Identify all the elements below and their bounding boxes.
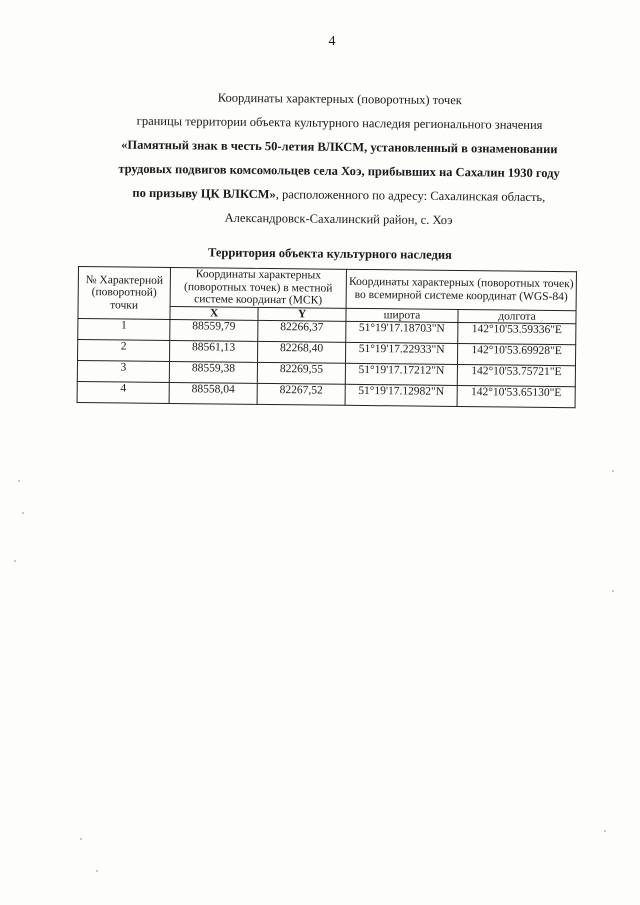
scan-speck	[80, 838, 82, 840]
scan-speck	[612, 470, 614, 472]
table-title: Территория объекта культурного наследия	[207, 245, 452, 262]
page-number: 4	[328, 34, 336, 49]
header-latitude: широта	[346, 308, 458, 322]
cell-x: 88561,13	[170, 340, 258, 362]
cell-x: 88558,04	[169, 382, 257, 404]
heading-line-5-rest: , расположенного по адресу: Сахалинская область,	[275, 187, 546, 205]
cell-latitude: 51°19'17.12982"N	[345, 384, 457, 406]
cell-longitude: 142°10'53.59336"E	[458, 322, 576, 344]
scan-speck	[604, 830, 606, 832]
cell-longitude: 142°10'53.65130"E	[457, 385, 575, 407]
cell-longitude: 142°10'53.75721"E	[457, 364, 575, 386]
cell-y: 82268,40	[258, 341, 346, 363]
cell-point-number: 4	[77, 381, 169, 403]
cell-point-number: 2	[78, 339, 170, 361]
cell-point-number: 3	[77, 360, 169, 382]
heading-line-5-bold: по призыву ЦК ВЛКСМ»	[132, 185, 276, 202]
coordinates-table-wrapper	[77, 266, 576, 408]
scan-speck	[14, 560, 16, 562]
scan-speck	[96, 870, 98, 872]
heading-line-4: трудовых подвигов комсомольцев села Хоэ, прибывших на Сахалин 1930 году	[118, 161, 560, 181]
scan-speck	[612, 590, 614, 592]
header-local-coordinates: Координаты характерных (поворотных точек) в местной системе координат (МСК)	[170, 267, 346, 307]
cell-y: 82266,37	[258, 320, 346, 342]
cell-y: 82267,52	[257, 383, 345, 405]
table-row	[77, 381, 575, 407]
cell-x: 88559,79	[170, 319, 258, 341]
cell-latitude: 51°19'17.18703"N	[346, 321, 458, 343]
header-longitude: долгота	[458, 309, 576, 323]
heading-line-3: «Памятный знак в честь 50-летия ВЛКСМ, установленный в ознаменовании	[121, 137, 558, 157]
heading-line-6: Александровск-Сахалинский район, с. Хоэ	[224, 210, 453, 228]
cell-longitude: 142°10'53.69928"E	[457, 343, 575, 365]
cell-point-number: 1	[78, 318, 170, 340]
cell-y: 82269,55	[257, 362, 345, 384]
scan-speck	[18, 480, 20, 482]
header-global-coordinates: Координаты характерных (поворотных точек) во всемирной системе координат (WGS-84)	[346, 269, 576, 310]
cell-latitude: 51°19'17.22933"N	[346, 342, 458, 364]
cell-x: 88559,38	[169, 361, 257, 383]
scan-speck	[22, 512, 24, 514]
header-point-number: № Характерной (поворотной) точки	[78, 267, 171, 319]
header-x: X	[170, 306, 258, 320]
heading-line-1: Координаты характерных (поворотных) точек	[217, 90, 462, 108]
cell-latitude: 51°19'17.17212"N	[345, 363, 457, 385]
header-y: Y	[258, 307, 346, 321]
document-heading	[58, 84, 619, 234]
coordinates-table	[77, 266, 577, 408]
heading-line-2: границы территории объекта культурного наследия регионального значения	[136, 113, 543, 133]
